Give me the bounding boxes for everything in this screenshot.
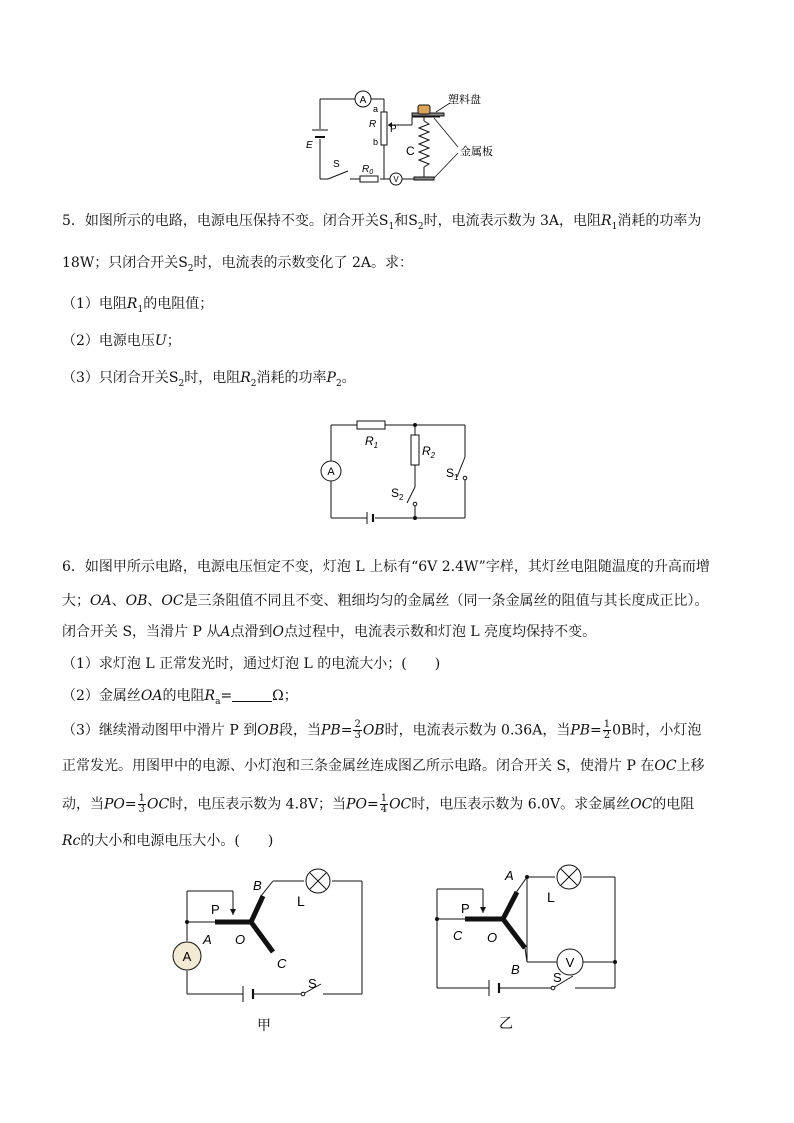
spring-icon [419, 121, 429, 167]
voltmeter-icon [390, 173, 402, 185]
label-o: O [235, 932, 246, 947]
resistor-r1 [357, 421, 385, 429]
label-p: P [390, 124, 397, 135]
fraction-2-3: $\frac{2}{3}$ [354, 719, 361, 741]
label-b: b [373, 137, 379, 147]
svg-text:V: V [565, 955, 575, 970]
label-p: P [461, 901, 470, 916]
q5-part-2: （2）电源电压U； [62, 333, 181, 349]
q6-part-3-line-3: 动，当PO= $\frac{1}{3}$ OC时，电压表示数为 4.8V；当PO= $\frac{1}{4}$ OC时，电压表示数为 6.0V。求金属丝OC的电阻 [62, 793, 695, 815]
label-metal-plate: 金属板 [460, 146, 493, 158]
metal-plate [414, 177, 434, 180]
q6-line-3: 闭合开关 S，当滑片 P 从A点滑到O点过程中，电流表示数和灯泡 L 亮度均保持不变。 [62, 624, 597, 640]
answer-blank[interactable] [232, 687, 272, 702]
label-l: L [547, 889, 555, 905]
battery-icon [312, 130, 328, 137]
lamp-icon [557, 865, 581, 889]
label-c: C [453, 928, 463, 943]
label-b: B [511, 962, 520, 977]
slider-arrow-icon [230, 909, 236, 915]
label-r: R [369, 119, 377, 130]
label-s: S [553, 970, 562, 985]
fraction-1-3: $\frac{1}{3}$ [138, 793, 146, 815]
caption-jia: 甲 [257, 1017, 271, 1033]
label-c: C [277, 956, 287, 971]
label-a: a [373, 104, 379, 114]
ammeter-icon [173, 942, 201, 970]
label-e: E [306, 140, 313, 151]
label-o: O [487, 930, 498, 945]
label-c: C [406, 144, 415, 158]
slider-arrow-icon [480, 907, 486, 913]
fraction-1-4: $\frac{1}{4}$ [380, 793, 388, 815]
battery-icon [367, 512, 373, 524]
q5-part-1: （1）电阻$R_1$的电阻值； [62, 296, 214, 315]
label-l: L [297, 893, 305, 909]
figure-pressure-scale-circuit [300, 85, 510, 190]
resistor-r [381, 112, 387, 145]
svg-text:V: V [393, 175, 399, 184]
weight-object [418, 105, 430, 114]
caption-yi: 乙 [499, 1015, 513, 1031]
q5-line-2: 18W；只闭合开关$S_2$时，电流表的示数变化了 2A。求： [62, 255, 413, 274]
battery-icon [243, 986, 253, 1002]
label-r0: $R_0$ [362, 164, 374, 176]
ammeter-icon [355, 91, 371, 107]
battery-icon [489, 980, 499, 996]
label-r2: $R_2$ [422, 444, 436, 460]
q5-part-3: （3）只闭合开关$S_2$时，电阻$R_2$消耗的功率$P_2$。 [62, 370, 356, 389]
figure-q5-circuit [315, 415, 475, 527]
label-s: S [333, 159, 340, 170]
figure-q6-yi [425, 860, 625, 1032]
q6-part-3-line-4: Rc的大小和电源电压大小。( ) [62, 833, 274, 849]
fraction-1-2: $\frac{1}{2}$ [603, 719, 611, 741]
label-a: A [203, 932, 212, 947]
resistor-r2 [411, 435, 419, 465]
q6-part-1: （1）求灯泡 L 正常发光时，通过灯泡 L 的电流大小；( ) [62, 656, 441, 672]
q5-line-1: 5．如图所示的电路，电源电压保持不变。闭合开关$S_1$和$S_2$时，电流表示数为 3A，电阻$R_1$消耗的功率为 [62, 213, 702, 232]
q6-line-2: 大；OA、OB、OC是三条阻值不同且不变、粗细均匀的金属丝（同一条金属丝的阻值与其长度成正比）。 [62, 593, 709, 609]
resistor-r0 [360, 176, 378, 182]
svg-text:A: A [327, 466, 335, 478]
figure-q6-jia [165, 868, 375, 1036]
label-s2: $S_2$ [391, 486, 404, 502]
q6-line-1: 6．如图甲所示电路，电源电压恒定不变，灯泡 L 上标有“6V 2.4W”字样，其灯丝电阻随温度的升高而增 [62, 559, 710, 575]
label-p: P [211, 902, 220, 917]
label-plastic-plate: 塑料盘 [448, 94, 481, 106]
label-s: S [308, 976, 317, 991]
lamp-icon [306, 869, 330, 893]
q6-part-3-line-1: （3）继续滑动图甲中滑片 P 到OB段，当PB= $\frac{2}{3}$ OB时，电流表示数为 0.36A，当PB= $\frac{1}{2}$ 0B时，小灯泡 [62, 719, 702, 741]
label-s1: $S_1$ [446, 466, 459, 482]
q6-part-2: （2）金属丝OA的电阻$R_a= \Omega$； [62, 688, 298, 707]
svg-text:A: A [182, 949, 192, 964]
svg-text:A: A [359, 95, 367, 106]
label-b: B [253, 878, 262, 893]
label-r1: $R_1$ [365, 434, 379, 450]
q6-part-3-line-2: 正常发光。用图甲中的电源、小灯泡和三条金属丝连成图乙所示电路。闭合开关 S，使滑片 P 在OC上移 [62, 758, 705, 774]
ammeter-icon [321, 461, 341, 481]
label-a: A [505, 868, 514, 883]
